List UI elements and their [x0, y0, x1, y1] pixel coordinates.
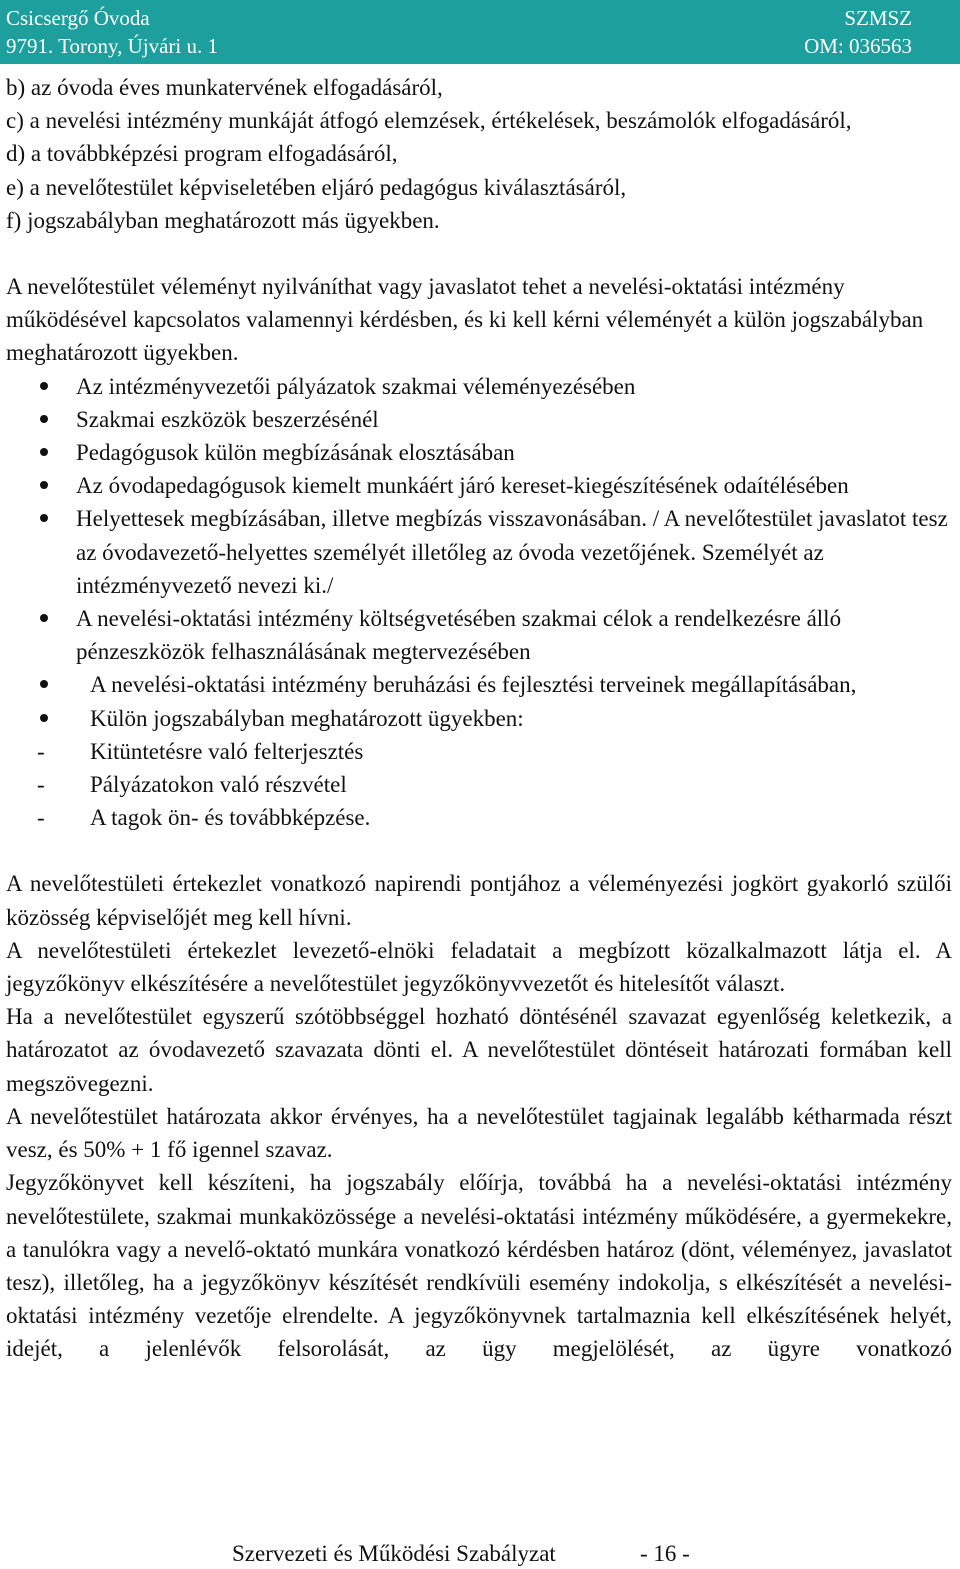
paragraph: A nevelőtestület határozata akkor érvényes, ha a nevelőtestület tagjainak legalább kétharmada részt vesz, és 50% + 1 fő igennel szavaz.: [6, 1103, 952, 1163]
dash-item: [6, 768, 952, 801]
page-number: - 16 -: [640, 1541, 690, 1566]
header-doc-code: SZMSZ: [844, 6, 912, 30]
page-header: [0, 0, 960, 64]
paragraph: Ha a nevelőtestület egyszerű szótöbbséggel hozható döntésénél szavazat egyenlőség keletkezik, a határozatot az óvodavezető szavazata dönti el. A nevelőtestület döntéseit határozati formában kell megszövegezni.: [6, 1004, 952, 1096]
bullet-icon: [40, 448, 48, 456]
header-om-id: OM: 036563: [804, 34, 912, 58]
bullet-item: [6, 702, 952, 735]
bullet-icon: [40, 481, 48, 489]
footer-title: Szervezeti és Működési Szabályzat: [232, 1541, 556, 1566]
bullet-icon: [40, 514, 48, 522]
spacer: [6, 237, 952, 270]
bullet-text: Helyettesek megbízásában, illetve megbízás visszavonásában. / A nevelőtestület javaslatot tesz az óvodavezető-helyettes személyét illetőleg az óvoda vezetőjének. Személyét az intézményvezető nevezi ki./: [76, 506, 948, 598]
intro-item: b) az óvoda éves munkatervének elfogadásáról,: [6, 75, 443, 100]
bullet-icon: [40, 714, 48, 722]
page-content: [6, 71, 952, 1366]
dash-text: Pályázatokon való részvétel: [90, 772, 347, 798]
bullet-item: [6, 602, 952, 668]
bullet-text: A nevelési-oktatási intézmény költségvetésében szakmai célok a rendelkezésre álló pénzeszközök felhasználásának megtervezésében: [76, 606, 842, 665]
bullet-text: Az intézményvezetői pályázatok szakmai véleményezésében: [76, 373, 636, 399]
bullet-item: [6, 469, 952, 502]
bullet-icon: [40, 415, 48, 423]
bullet-text: Szakmai eszközök beszerzésénél: [76, 406, 379, 432]
dash-list: [6, 735, 952, 835]
bullet-item: [6, 436, 952, 469]
bullet-text: A nevelési-oktatási intézmény beruházási és fejlesztési terveinek megállapításában,: [90, 672, 857, 698]
intro-item: d) a továbbképzési program elfogadásáról,: [6, 141, 398, 167]
bullet-item: [6, 502, 952, 602]
opinion-paragraph: A nevelőtestület véleményt nyilváníthat vagy javaslatot tehet a nevelési-oktatási intézmény működésével kapcsolatos valamennyi kérdésben, és ki kell kérni véleményét a külön jogszabályban meghatározott ügyekben.: [6, 274, 924, 366]
paragraph: A nevelőtestületi értekezlet levezető-elnöki feladatait a megbízott közalkalmazott látja el. A jegyzőkönyv elkészítésére a nevelőtestület jegyzőkönyvvezetőt és hitelesítőt választ.: [6, 937, 952, 997]
intro-item: c) a nevelési intézmény munkáját átfogó elemzések, értékelések, beszámolók elfogadásáról,: [6, 108, 852, 134]
paragraph: Jegyzőkönyvet kell készíteni, ha jogszabály előírja, továbbá ha a nevelési-oktatási intézmény nevelőtestülete, szakmai munkaközössége a nevelési-oktatási intézmény működésére, a gyermekekre, a tanulókra vagy a nevelő-oktató munkára vonatkozó kérdésben határoz (dönt, véleményez, javaslatot tesz), illetőleg, ha a jegyzőkönyv készítését rendkívüli esemény indokolja, s elkészítését a nevelési-oktatási intézmény vezetője elrendelte. A jegyzőkönyvnek tartalmaznia kell elkészítésének helyét, idejét, a jelenlévők felsorolását, az ügy megjelölését, az ügyre vonatkozó: [6, 1170, 952, 1362]
dash-icon: -: [37, 738, 45, 764]
intro-list: [6, 71, 952, 237]
dash-text: Kitüntetésre való felterjesztés: [90, 738, 364, 764]
bullet-text: Az óvodapedagógusok kiemelt munkáért járó kereset-kiegészítésének odaítélésében: [76, 473, 849, 499]
bullet-icon: [40, 382, 48, 390]
dash-text: A tagok ön- és továbbképzése.: [90, 805, 371, 831]
bullet-item: [6, 403, 952, 436]
dash-icon: -: [37, 772, 45, 798]
intro-item: e) a nevelőtestület képviseletében eljáró pedagógus kiválasztásáról,: [6, 174, 627, 200]
bullet-icon: [40, 680, 48, 688]
header-org-name: Csicsergő Óvoda: [6, 6, 150, 30]
dash-icon: -: [37, 805, 45, 831]
bullet-text: Külön jogszabályban meghatározott ügyekben:: [90, 705, 524, 731]
bullet-item: [6, 668, 952, 701]
bullet-icon: [40, 614, 48, 622]
dash-item: [6, 735, 952, 768]
intro-item: f) jogszabályban meghatározott más ügyekben.: [6, 207, 440, 233]
bullet-text: Pedagógusok külön megbízásának elosztásában: [76, 440, 515, 466]
header-address: 9791. Torony, Újvári u. 1: [6, 34, 219, 58]
dash-item: [6, 801, 952, 834]
bullet-item: [6, 370, 952, 403]
bullet-list: [6, 370, 952, 735]
spacer: [6, 834, 952, 867]
paragraph: A nevelőtestületi értekezlet vonatkozó napirendi pontjához a véleményezési jogkört gyakorló szülői közösség képviselőjét meg kell hívni.: [6, 871, 952, 930]
